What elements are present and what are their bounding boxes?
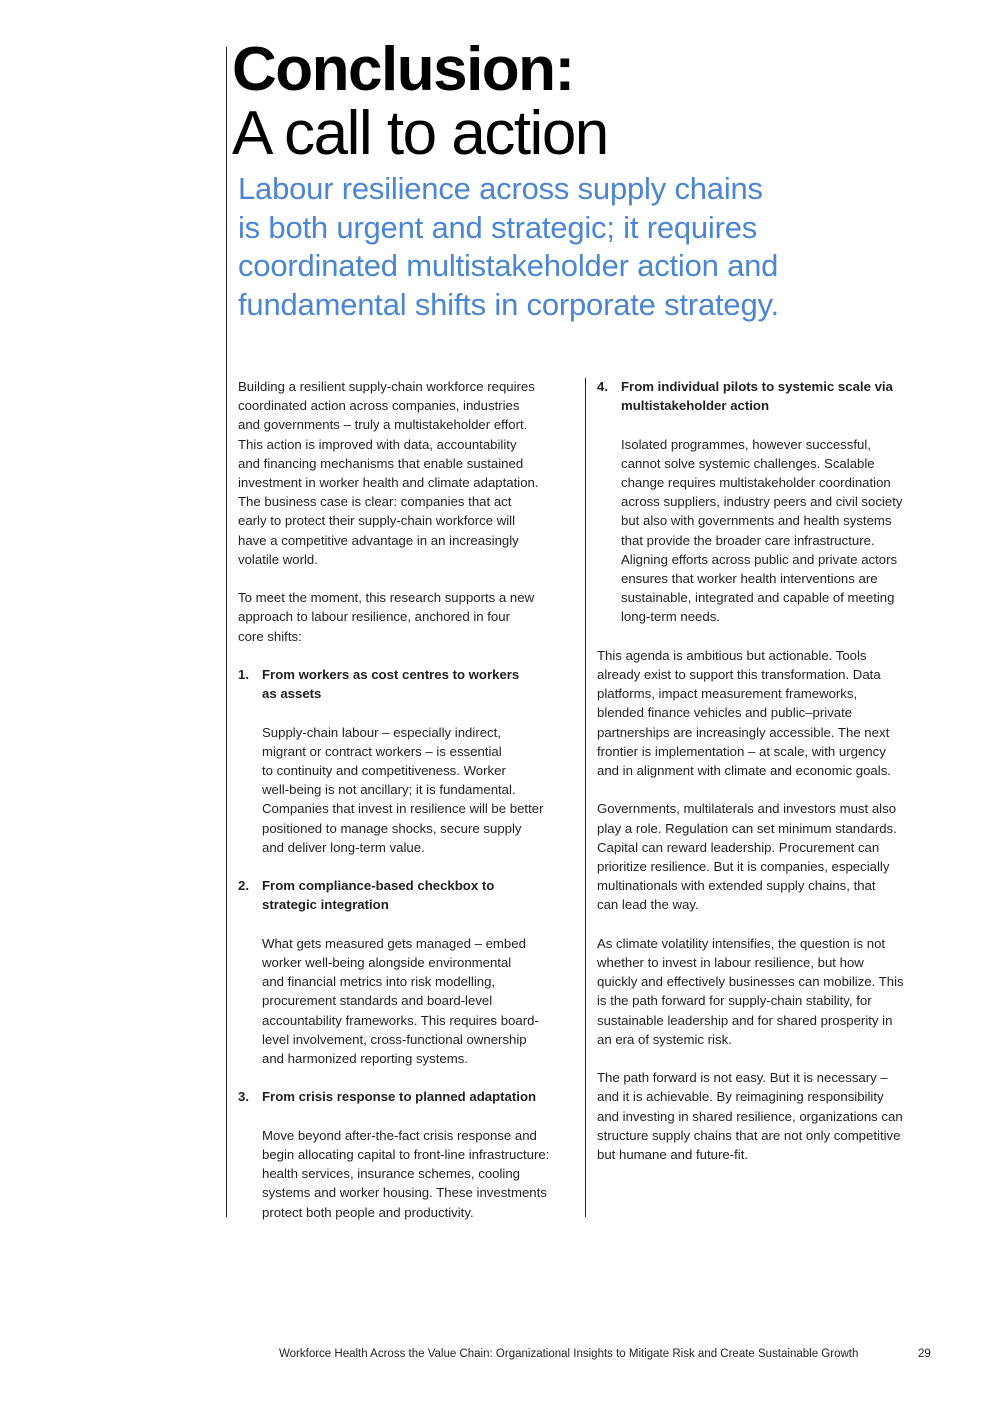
- text-line: an era of systemic risk.: [597, 1031, 732, 1047]
- text-line: structure supply chains that are not only competitive: [597, 1127, 901, 1143]
- text-line: This action is improved with data, accountability: [238, 436, 517, 452]
- text-line: and governments – truly a multistakeholder effort.: [238, 417, 528, 433]
- text-line: The path forward is not easy. But it is necessary –: [597, 1070, 888, 1086]
- body-paragraph: [597, 646, 942, 780]
- text-line: coordinated action across companies, industries: [238, 398, 520, 414]
- text-line: positioned to manage shocks, secure supply: [262, 820, 522, 836]
- text-line: strategic integration: [262, 897, 389, 913]
- text-line: From workers as cost centres to workers: [262, 667, 520, 683]
- text-line: sustainable, integrated and capable of meeting: [621, 590, 895, 606]
- text-line: to continuity and competitiveness. Worker: [262, 763, 506, 779]
- text-line: well-being is not ancillary; it is fundamental.: [262, 782, 516, 798]
- text-line: and financing mechanisms that enable sustained: [238, 455, 524, 471]
- text-line: protect both people and productivity.: [262, 1204, 474, 1220]
- text-line: health services, insurance schemes, cooling: [262, 1166, 521, 1182]
- text-line: frontier is implementation – at scale, with urgency: [597, 743, 886, 759]
- text-line: and harmonized reporting systems.: [262, 1051, 468, 1067]
- page-title: Conclusion:: [232, 35, 574, 104]
- right-text-column: [597, 377, 942, 1183]
- shift-number: 2.: [238, 878, 249, 894]
- page-footer: [279, 1346, 858, 1362]
- text-line: and investing in shared resilience, organizations can: [597, 1108, 903, 1124]
- shift-number: 1.: [238, 667, 249, 683]
- text-line: From individual pilots to systemic scale via: [621, 379, 893, 394]
- lede-line: coordinated multistakeholder action and: [238, 248, 779, 283]
- lede-line: is both urgent and strategic; it requires: [238, 209, 758, 245]
- text-line: Companies that invest in resilience will be better: [262, 801, 544, 817]
- text-line: as assets: [262, 686, 322, 702]
- text-line: and financial metrics into risk modelling,: [262, 974, 496, 990]
- text-line: sustainable leadership and for shared prosperity in: [597, 1012, 893, 1028]
- text-line: long-term needs.: [621, 609, 720, 625]
- shift-heading: [262, 1087, 578, 1106]
- text-line: is the path forward for supply-chain stability, for: [597, 993, 872, 1009]
- text-line: Aligning efforts across public and private actors: [621, 551, 898, 567]
- body-paragraph: [597, 934, 942, 1049]
- text-line: quickly and effectively businesses can mobilize. This: [597, 974, 904, 990]
- intro-paragraph: [238, 588, 578, 646]
- shift-heading: [262, 876, 578, 914]
- text-line: worker well-being alongside environmental: [262, 955, 512, 971]
- text-line: Governments, multilaterals and investors must also: [597, 801, 897, 817]
- shift-body: [262, 934, 578, 1068]
- text-line: already exist to support this transformation. Data: [597, 667, 881, 683]
- text-line: partnerships are increasingly accessible. The next: [597, 724, 890, 740]
- core-shift-4: [597, 377, 942, 627]
- text-line: blended finance vehicles and public–private: [597, 705, 853, 721]
- text-line: approach to labour resilience, anchored in four: [238, 609, 510, 625]
- text-line: and deliver long-term value.: [262, 839, 425, 855]
- body-paragraph: [597, 799, 942, 914]
- text-line: From crisis response to planned adaptation: [262, 1089, 537, 1105]
- text-line: multinationals with extended supply chains, that: [597, 878, 876, 894]
- text-line: This agenda is ambitious but actionable. Tools: [597, 647, 867, 663]
- text-line: begin allocating capital to front-line infrastructure:: [262, 1147, 550, 1163]
- text-line: whether to invest in labour resilience, but how: [597, 955, 864, 971]
- text-line: and in alignment with climate and economic goals.: [597, 763, 891, 779]
- text-line: migrant or contract workers – is essential: [262, 743, 502, 759]
- page-subtitle: A call to action: [232, 99, 608, 168]
- lede-line: fundamental shifts in corporate strategy.: [238, 286, 779, 322]
- shift-number: 3.: [238, 1089, 249, 1105]
- column-divider-rule: [585, 378, 586, 1217]
- text-line: can lead the way.: [597, 897, 699, 913]
- text-line: multistakeholder action: [621, 398, 770, 414]
- lede-paragraph: [238, 170, 848, 324]
- page-number: 29: [918, 1348, 931, 1360]
- text-line: volatile world.: [238, 551, 318, 567]
- footer-report-title: Workforce Health Across the Value Chain:: [279, 1348, 493, 1360]
- text-line: What gets measured gets managed – embed: [262, 935, 526, 951]
- text-line: and it is achievable. By reimagining responsibility: [597, 1089, 884, 1105]
- text-line: As climate volatility intensifies, the question is not: [597, 935, 886, 951]
- text-line: Supply-chain labour – especially indirect,: [262, 724, 501, 740]
- intro-paragraph: [238, 377, 578, 569]
- text-line: Move beyond after-the-fact crisis response and: [262, 1127, 537, 1143]
- text-line: Isolated programmes, however successful,: [621, 436, 871, 452]
- core-shift-2: [238, 876, 578, 1068]
- text-line: Building a resilient supply-chain workforce requires: [238, 379, 535, 394]
- shift-body: [621, 435, 942, 627]
- text-line: From compliance-based checkbox to: [262, 878, 495, 894]
- text-line: procurement standards and board-level: [262, 993, 493, 1009]
- text-line: across suppliers, industry peers and civil society: [621, 494, 903, 510]
- shift-body: [262, 723, 578, 857]
- shift-heading: [262, 665, 578, 703]
- text-line: play a role. Regulation can set minimum standards.: [597, 820, 897, 836]
- core-shift-3: [238, 1087, 578, 1221]
- text-line: level involvement, cross-functional ownership: [262, 1031, 527, 1047]
- text-line: that provide the broader care infrastructure.: [621, 532, 875, 548]
- text-line: Capital can reward leadership. Procurement can: [597, 839, 880, 855]
- text-line: but also with governments and health systems: [621, 513, 892, 529]
- body-paragraph: [597, 1068, 942, 1164]
- text-line: prioritize resilience. But it is companies, especially: [597, 859, 890, 875]
- shift-body: [262, 1126, 578, 1222]
- lede-line: Labour resilience across supply chains: [238, 171, 763, 206]
- text-line: but humane and future-fit.: [597, 1147, 749, 1163]
- text-line: systems and worker housing. These investments: [262, 1185, 547, 1201]
- left-text-column: [238, 377, 578, 1241]
- text-line: To meet the moment, this research supports a new: [238, 590, 535, 606]
- text-line: platforms, impact measurement frameworks,: [597, 686, 858, 702]
- text-line: change requires multistakeholder coordination: [621, 475, 891, 490]
- text-line: ensures that worker health interventions are: [621, 571, 878, 587]
- shift-heading: [621, 377, 942, 415]
- text-line: The business case is clear: companies that act: [238, 494, 512, 510]
- shift-number: 4.: [597, 379, 608, 394]
- text-line: early to protect their supply-chain workforce will: [238, 513, 516, 529]
- text-line: accountability frameworks. This requires board-: [262, 1012, 539, 1028]
- text-line: cannot solve systemic challenges. Scalable: [621, 455, 875, 471]
- core-shift-1: [238, 665, 578, 857]
- text-line: have a competitive advantage in an increasingly: [238, 532, 519, 548]
- text-line: investment in worker health and climate adaptation.: [238, 475, 539, 491]
- text-line: core shifts:: [238, 628, 302, 644]
- left-divider-rule: [226, 47, 227, 1217]
- footer-report-subtitle: Organizational Insights to Mitigate Risk and Create Sustainable Growth: [495, 1348, 859, 1360]
